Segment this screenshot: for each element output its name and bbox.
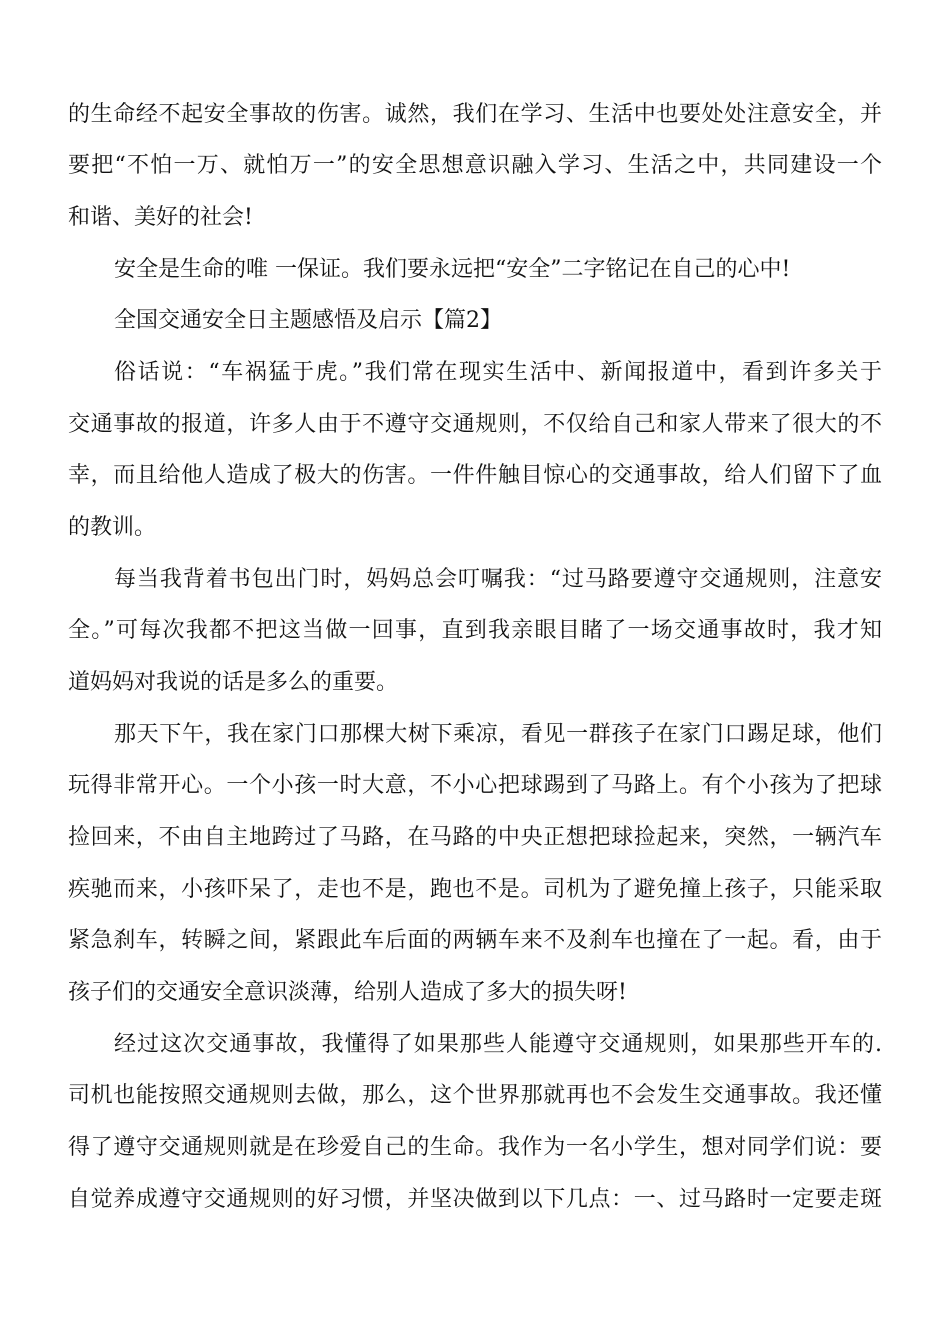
text-line: 紧急刹车，转瞬之间，紧跟此车后面的两辆车来不及刹车也撞在了一起。看，由于: [68, 928, 882, 953]
text-line: 俗话说：“车祸猛于虎。”我们常在现实生活中、新闻报道中，看到许多关于: [114, 360, 882, 385]
text-line: 自觉养成遵守交通规则的好习惯，并坚决做到以下几点：一、过马路时一定要走斑: [68, 1187, 882, 1212]
text-line: 疾驰而来，小孩吓呆了，走也不是，跑也不是。司机为了避免撞上孩子，只能采取: [68, 877, 882, 902]
text-line: 捡回来，不由自主地跨过了马路，在马路的中央正想把球捡起来，突然，一辆汽车: [68, 825, 882, 850]
text-line: 的教训。: [68, 515, 157, 540]
text-line: 要把“不怕一万、就怕万一”的安全思想意识融入学习、生活之中，共同建设一个: [68, 153, 882, 178]
text-line: 道妈妈对我说的话是多么的重要。: [68, 670, 399, 695]
text-line: 司机也能按照交通规则去做，那么，这个世界那就再也不会发生交通事故。我还懂: [68, 1083, 882, 1108]
text-line: 安全是生命的唯 一保证。我们要永远把“安全”二字铭记在自己的心中!: [114, 257, 791, 282]
text-line: 每当我背着书包出门时，妈妈总会叮嘱我：“过马路要遵守交通规则，注意安: [114, 567, 882, 592]
text-line: 经过这次交通事故，我懂得了如果那些人能遵守交通规则，如果那些开车的.: [114, 1032, 882, 1057]
text-line: 全。”可每次我都不把这当做一回事，直到我亲眼目睹了一场交通事故时，我才知: [68, 618, 882, 643]
text-line: 和谐、美好的社会!: [68, 205, 253, 230]
text-line: 玩得非常开心。一个小孩一时大意，不小心把球踢到了马路上。有个小孩为了把球: [68, 773, 882, 798]
section-heading: 全国交通安全日主题感悟及启示【篇2】: [114, 308, 502, 333]
text-line: 得了遵守交通规则就是在珍爱自己的生命。我作为一名小学生，想对同学们说：要: [68, 1135, 882, 1160]
text-line: 的生命经不起安全事故的伤害。诚然，我们在学习、生活中也要处处注意安全，并: [68, 102, 882, 127]
text-line: 那天下午，我在家门口那棵大树下乘凉，看见一群孩子在家门口踢足球，他们: [114, 722, 882, 747]
text-line: 交通事故的报道，许多人由于不遵守交通规则，不仅给自己和家人带来了很大的不: [68, 412, 882, 437]
text-line: 孩子们的交通安全意识淡薄，给别人造成了多大的损失呀!: [68, 980, 627, 1005]
text-line: 幸，而且给他人造成了极大的伤害。一件件触目惊心的交通事故，给人们留下了血: [68, 463, 882, 488]
